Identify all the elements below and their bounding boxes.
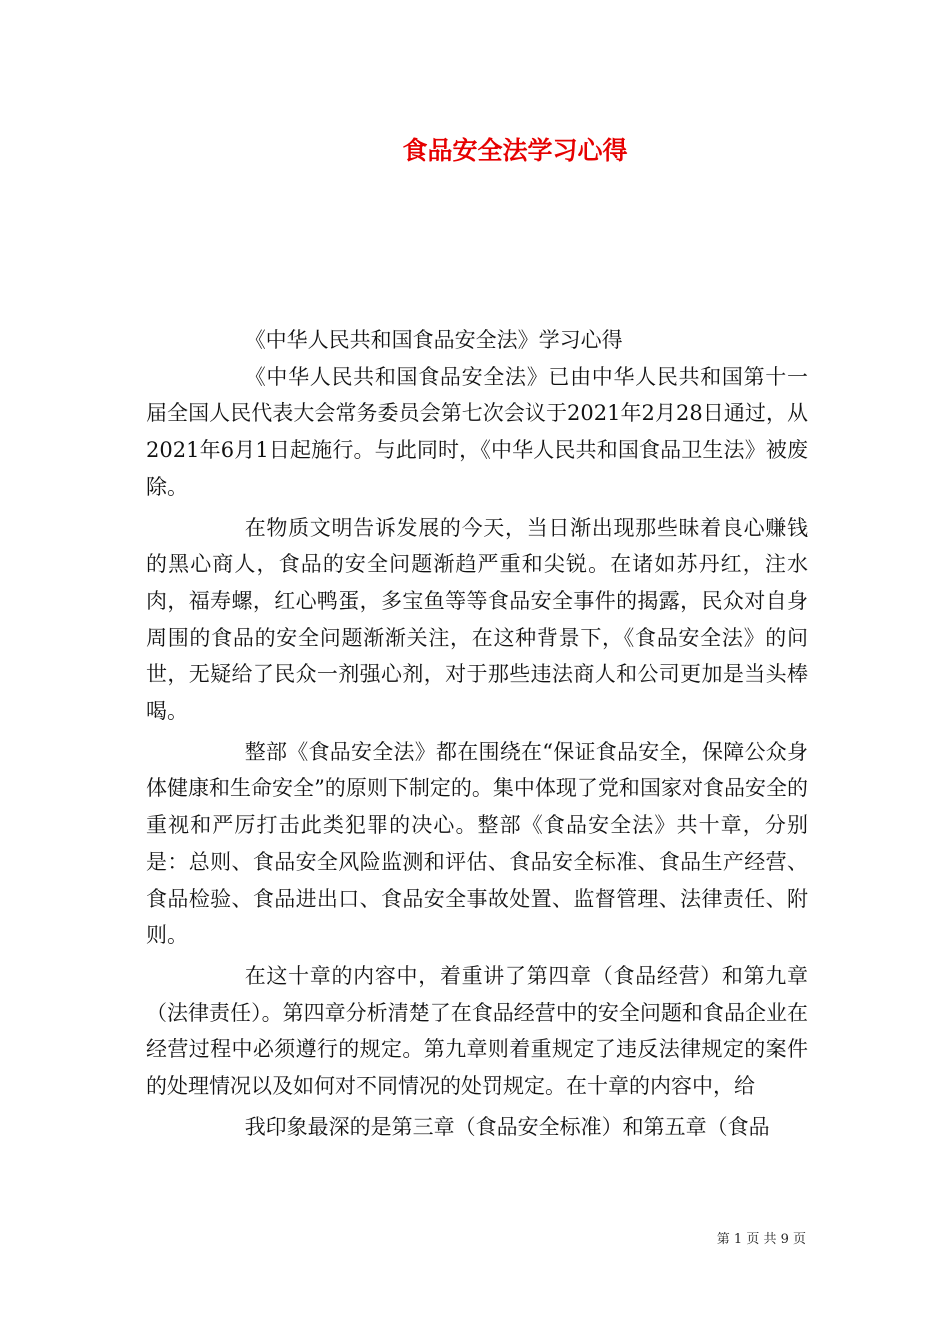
- paragraph-heading: 《中华人民共和国食品安全法》学习心得: [244, 328, 623, 352]
- paragraph: 整部《食品安全法》都在围绕在“保证食品安全，保障公众身体健康和生命安全”的原则下制定的。集中体现了党和国家对食品安全的重视和严厉打击此类犯罪的决心。整部《食品安全法》共十章，分别是：总则、食品安全风险监测和评估、食品安全标准、食品生产经营、食品检验、食品进出口、食品安全事故处置、监督管理、法律责任、附则。: [146, 739, 808, 948]
- paragraph: 我印象最深的是第三章（食品安全标准）和第五章（食品: [244, 1114, 770, 1139]
- document-title: 食品安全法学习心得: [402, 136, 628, 165]
- paragraph: 在这十章的内容中，着重讲了第四章（食品经营）和第九章（法律责任）。第四章分析清楚了在食品经营中的安全问题和食品企业在经营过程中必须遵行的规定。第九章则着重规定了违反法律规定的案件的处理情况以及如何对不同情况的处罚规定。在十章的内容中，给: [146, 963, 808, 1099]
- paragraph: 在物质文明告诉发展的今天，当日渐出现那些昧着良心赚钱的黑心商人，食品的安全问题渐趋严重和尖锐。在诸如苏丹红，注水肉，福寿螺，红心鸭蛋，多宝鱼等等食品安全事件的揭露，民众对自身周围的食品的安全问题渐渐关注，在这种背景下，《食品安全法》的问世，无疑给了民众一剂强心剂，对于那些违法商人和公司更加是当头棒喝。: [146, 515, 808, 724]
- page-number: 第 1 页 共 9 页: [716, 1232, 806, 1247]
- document-body: [146, 322, 808, 1145]
- paragraph: 《中华人民共和国食品安全法》已由中华人民共和国第十一届全国人民代表大会常务委员会第七次会议于2021年2月28日通过，从2021年6月1日起施行。与此同时，《中华人民共和国食品卫生法》被废除。: [146, 364, 808, 499]
